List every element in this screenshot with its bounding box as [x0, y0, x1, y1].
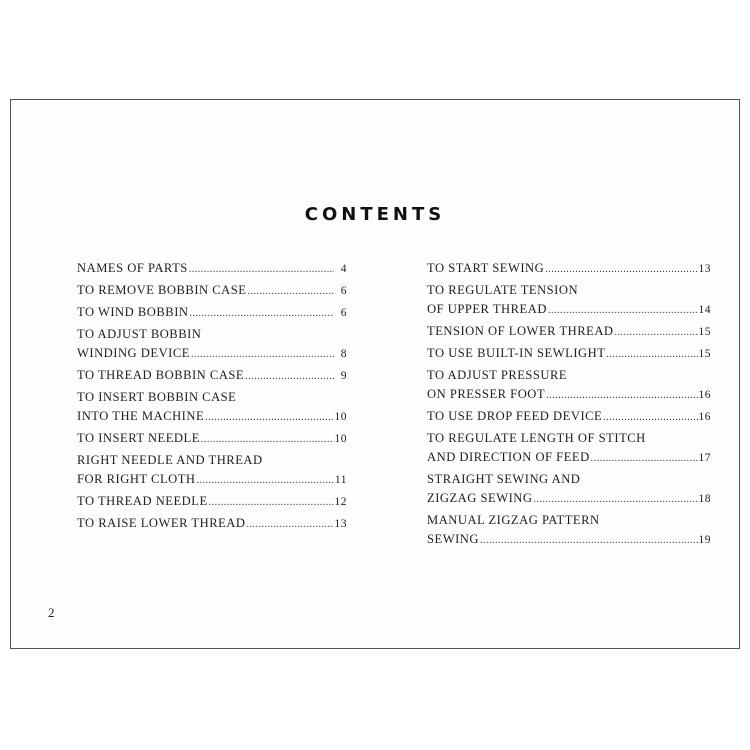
dot-leader: [603, 408, 697, 427]
toc-entry: [77, 514, 347, 534]
toc-entry-line: [77, 303, 347, 323]
toc-entry-line: [77, 470, 347, 490]
toc-entry: [427, 407, 711, 427]
toc-entry: [427, 322, 711, 342]
toc-entry-page: 10: [334, 411, 347, 423]
dot-leader: [247, 515, 334, 534]
toc-entry-page: 4: [340, 263, 347, 275]
toc-entry-title: WINDING DEVICE: [77, 346, 190, 360]
dot-leader: [209, 493, 334, 512]
toc-entry-title: TO START SEWING: [427, 261, 545, 275]
toc-entry-line: [427, 407, 711, 427]
toc-entry-title: TO RAISE LOWER THREAD: [77, 516, 246, 530]
toc-entry-page: 9: [340, 370, 347, 382]
dot-leader: [191, 345, 334, 364]
toc-entry-page: 13: [334, 518, 347, 530]
toc-entry-page: 6: [340, 307, 347, 319]
toc-entry-page: 15: [698, 348, 711, 360]
toc-entry: [77, 259, 347, 279]
toc-entry-title: SEWING: [427, 532, 479, 546]
toc-entry-title-line: RIGHT NEEDLE AND THREAD: [77, 453, 263, 467]
toc-entry-page: 15: [698, 326, 711, 338]
toc-entry-page: 11: [334, 474, 347, 486]
toc-entry-line: [77, 344, 347, 364]
toc-entry-line: [427, 530, 711, 550]
toc-entry: [427, 259, 711, 279]
toc-entry: [77, 429, 347, 449]
dot-leader: [189, 260, 334, 279]
dot-leader: [247, 282, 334, 301]
toc-entry-title: TO REMOVE BOBBIN CASE: [77, 283, 247, 297]
toc-entry: [77, 451, 347, 490]
toc-entry-title: TO INSERT NEEDLE: [77, 431, 200, 445]
dot-leader: [591, 449, 698, 468]
toc-entry-page: 16: [698, 411, 711, 423]
toc-entry: [77, 492, 347, 512]
toc-entry: [427, 511, 711, 550]
toc-entry-title: TENSION OF LOWER THREAD: [427, 324, 614, 338]
toc-entry-page: 8: [340, 348, 347, 360]
toc-entry-title-line: TO ADJUST PRESSURE: [427, 368, 568, 382]
toc-entry-title-line: MANUAL ZIGZAG PATTERN: [427, 513, 600, 527]
toc-entry-title: TO USE DROP FEED DEVICE: [427, 409, 603, 423]
dot-leader: [545, 260, 697, 279]
toc-entry-line: [427, 489, 711, 509]
toc-entry-title: ON PRESSER FOOT: [427, 387, 546, 401]
toc-left-column: [77, 259, 347, 534]
toc-entry-line: [77, 492, 347, 512]
toc-entry-page: 18: [698, 493, 711, 505]
toc-entry-page: 14: [698, 304, 711, 316]
toc-entry-title: TO THREAD BOBBIN CASE: [77, 368, 245, 382]
dot-leader: [546, 386, 697, 405]
dot-leader: [606, 345, 697, 364]
toc-entry-line: [77, 407, 347, 427]
toc-entry-title-line: TO REGULATE LENGTH OF STITCH: [427, 431, 646, 445]
toc-entry-page: 12: [334, 496, 347, 508]
toc-entry: [427, 429, 711, 468]
toc-entry-line: [77, 259, 347, 279]
toc-entry-page: 6: [340, 285, 347, 297]
toc-entry: [77, 281, 347, 301]
toc-entry-title: OF UPPER THREAD: [427, 302, 547, 316]
dot-leader: [205, 408, 333, 427]
toc-entry-page: 19: [698, 534, 711, 546]
toc-entry-title-line: TO ADJUST BOBBIN: [77, 327, 202, 341]
toc-entry-line: [77, 514, 347, 534]
dot-leader: [197, 471, 334, 490]
toc-entry-line: [427, 448, 711, 468]
toc-entry-line: [77, 281, 347, 301]
toc-entry-page: 10: [334, 433, 347, 445]
dot-leader: [615, 323, 698, 342]
dot-leader: [480, 531, 698, 550]
toc-entry: [427, 344, 711, 364]
toc-entry: [77, 388, 347, 427]
toc-entry-title: TO USE BUILT-IN SEWLIGHT: [427, 346, 606, 360]
manual-page: [10, 99, 740, 649]
toc-entry-line: [427, 344, 711, 364]
toc-entry-title: TO WIND BOBBIN: [77, 305, 189, 319]
toc-entry-page: 17: [698, 452, 711, 464]
toc-entry-title: INTO THE MACHINE: [77, 409, 205, 423]
toc-entry-title-line: TO REGULATE TENSION: [427, 283, 579, 297]
toc-entry-line: [77, 366, 347, 386]
dot-leader: [189, 304, 334, 323]
toc-entry: [427, 470, 711, 509]
toc-entry-line: [427, 300, 711, 320]
dot-leader: [533, 490, 697, 509]
toc-entry-line: [427, 385, 711, 405]
toc-entry: [427, 366, 711, 405]
toc-entry-title-line: TO INSERT BOBBIN CASE: [77, 390, 237, 404]
toc-entry-line: [427, 259, 711, 279]
dot-leader: [548, 301, 698, 320]
toc-entry: [427, 281, 711, 320]
dot-leader: [201, 430, 334, 449]
toc-entry-page: 13: [698, 263, 711, 275]
toc-entry-title: AND DIRECTION OF FEED: [427, 450, 590, 464]
toc-entry-title: FOR RIGHT CLOTH: [77, 472, 196, 486]
toc-entry-line: [427, 322, 711, 342]
toc-entry: [77, 325, 347, 364]
toc-entry-title-line: STRAIGHT SEWING AND: [427, 472, 581, 486]
toc-entry-line: [77, 429, 347, 449]
toc-entry-title: ZIGZAG SEWING: [427, 491, 533, 505]
toc-entry-title: TO THREAD NEEDLE: [77, 494, 208, 508]
page-number: 2: [48, 605, 55, 620]
dot-leader: [245, 367, 334, 386]
toc-entry-page: 16: [698, 389, 711, 401]
toc-entry: [77, 366, 347, 386]
page-title: CONTENTS: [304, 204, 446, 225]
toc-right-column: [427, 259, 711, 550]
toc-entry-title: NAMES OF PARTS: [77, 261, 188, 275]
toc-entry: [77, 303, 347, 323]
